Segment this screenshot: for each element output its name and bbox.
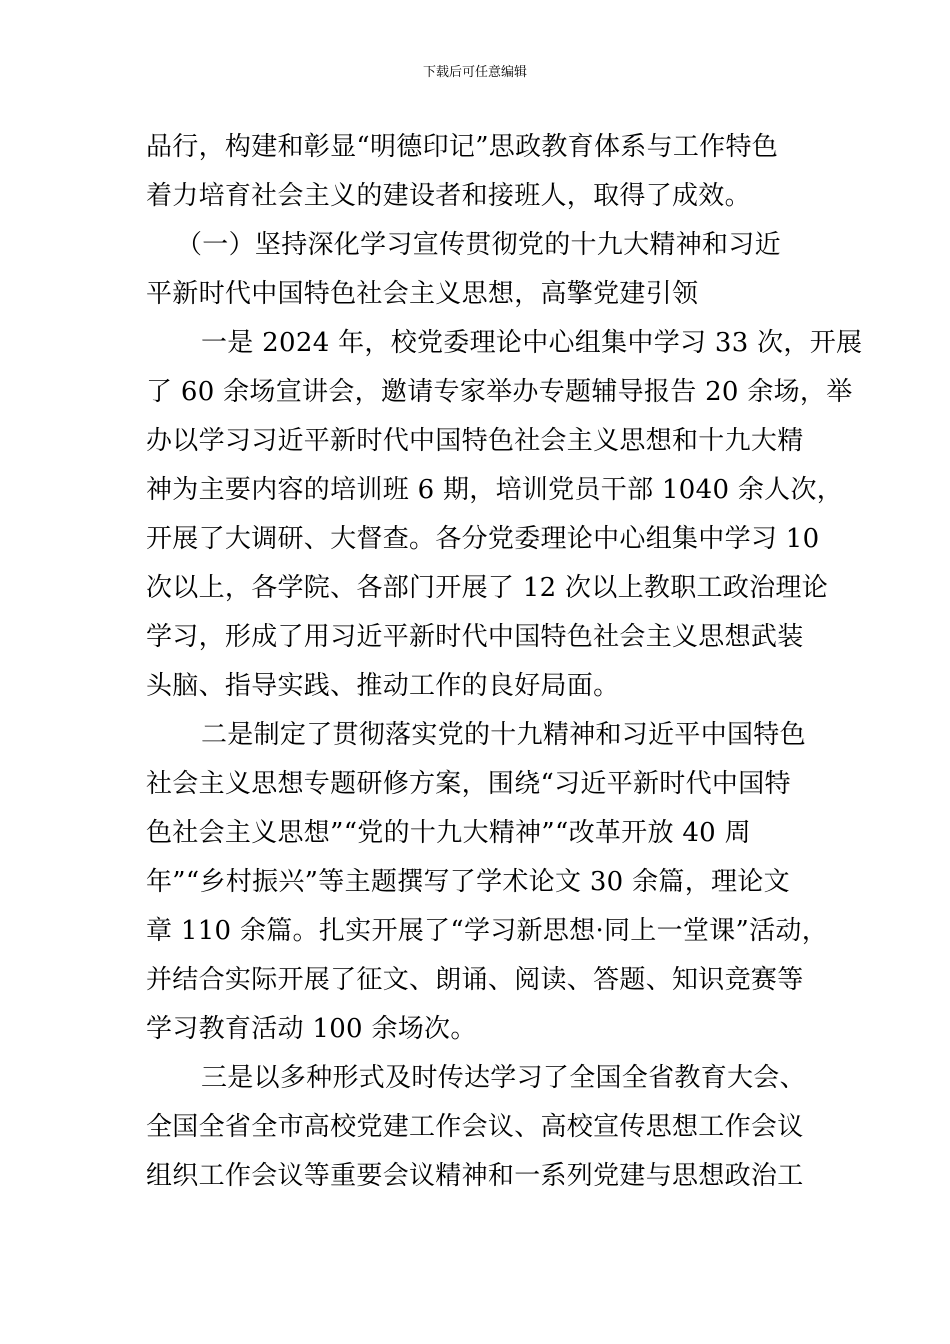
section-heading-line: 平新时代中国特色社会主义思想，高擎党建引领 xyxy=(146,279,699,309)
text-line: 品行，构建和彰显“明德印记”思政教育体系与工作特色 xyxy=(146,132,779,162)
text-line: 办以学习习近平新时代中国特色社会主义思想和十九大精 xyxy=(146,426,804,456)
text-line: 社会主义思想专题研修方案，围绕“习近平新时代中国特 xyxy=(146,769,791,799)
text-line: 学习教育活动 100 余场次。 xyxy=(146,1014,477,1044)
text-line: 着力培育社会主义的建设者和接班人，取得了成效。 xyxy=(146,181,751,211)
text-line: 并结合实际开展了征文、朗诵、阅读、答题、知识竞赛等 xyxy=(146,965,804,995)
paragraph-first-line: 二是制定了贯彻落实党的十九精神和习近平中国特色 xyxy=(201,720,806,750)
text-line: 色社会主义思想”“党的十九大精神”“改革开放 40 周 xyxy=(146,818,751,848)
page-header: 下载后可任意编辑 xyxy=(422,65,527,80)
text-line: 次以上，各学院、各部门开展了 12 次以上教职工政治理论 xyxy=(146,573,829,603)
paragraph-first-line: 一是 2024 年，校党委理论中心组集中学习 33 次，开展 xyxy=(201,328,863,358)
text-line: 神为主要内容的培训班 6 期，培训党员干部 1040 余人次， xyxy=(146,475,844,505)
text-line: 章 110 余篇。扎实开展了“学习新思想·同上一堂课”活动， xyxy=(146,916,829,946)
text-line: 全国全省全市高校党建工作会议、高校宣传思想工作会议 xyxy=(146,1112,804,1142)
text-line: 年”“乡村振兴”等主题撰写了学术论文 30 余篇，理论文 xyxy=(146,867,790,897)
text-line: 开展了大调研、大督查。各分党委理论中心组集中学习 10 xyxy=(146,524,820,554)
text-line: 组织工作会议等重要会议精神和一系列党建与思想政治工 xyxy=(146,1161,804,1191)
paragraph-first-line: 三是以多种形式及时传达学习了全国全省教育大会、 xyxy=(201,1063,806,1093)
text-line: 学习，形成了用习近平新时代中国特色社会主义思想武装 xyxy=(146,622,804,652)
document-body xyxy=(146,123,863,1201)
section-heading-line: （一）坚持深化学习宣传贯彻党的十九大精神和习近 xyxy=(176,230,781,260)
text-line: 了 60 余场宣讲会，邀请专家举办专题辅导报告 20 余场，举 xyxy=(146,377,853,407)
text-line: 头脑、指导实践、推动工作的良好局面。 xyxy=(146,671,620,701)
